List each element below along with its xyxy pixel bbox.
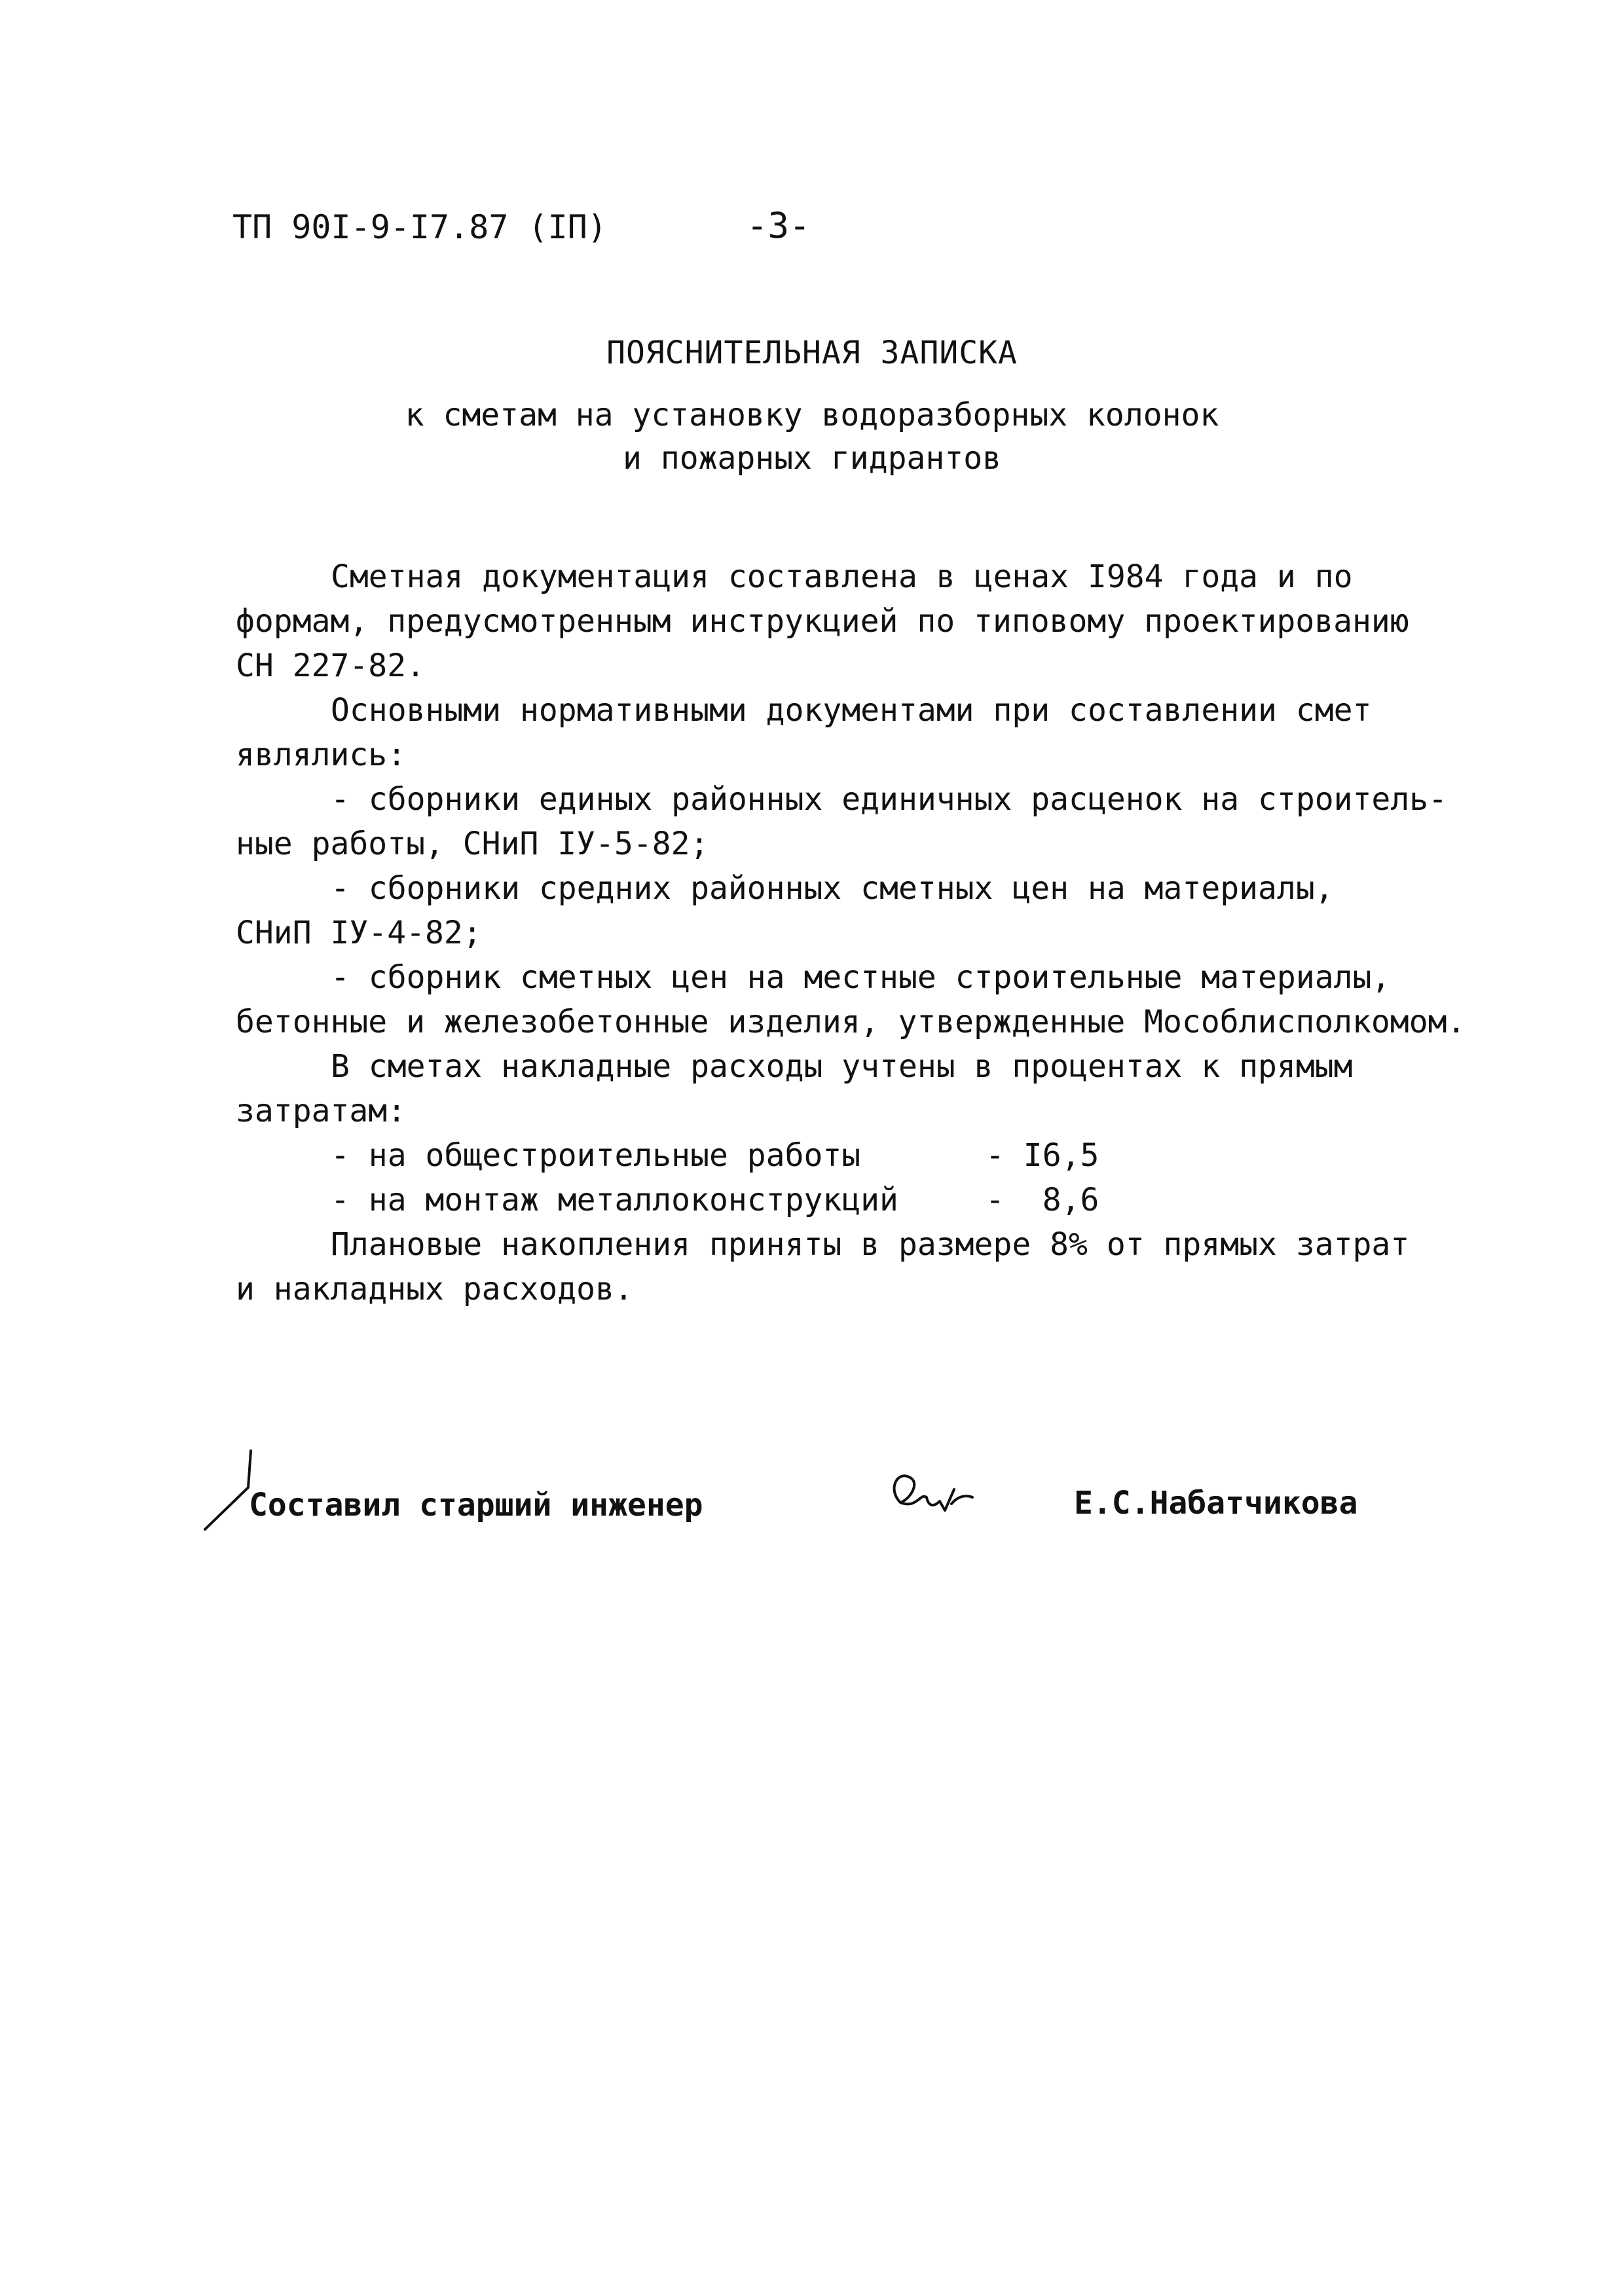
rate-label: - на монтаж металлоконструкций	[331, 1182, 898, 1218]
signature-role: Составил старший инженер	[249, 1487, 703, 1523]
body-line: формам, предусмотренным инструкцией по типовому проектированию	[236, 603, 1409, 640]
body-line: В сметах накладные расходы учтены в процентах к прямым	[331, 1048, 1353, 1085]
body-line: СН 227-82.	[236, 647, 425, 684]
list-item-cont: бетонные и железобетонные изделия, утвержденные Мособлисполкомом.	[236, 1004, 1466, 1040]
page-title: ПОЯСНИТЕЛЬНАЯ ЗАПИСКА	[606, 335, 1018, 371]
subtitle-line-2: и пожарных гидрантов	[623, 440, 1001, 477]
rate-value: - 8,6	[986, 1182, 1099, 1218]
handwritten-signature	[881, 1463, 999, 1529]
subtitle-line-1: к сметам на установку водоразборных колонок	[405, 397, 1219, 433]
list-item-cont: ные работы, СНиП IУ-5-82;	[236, 826, 709, 862]
rate-value: - I6,5	[986, 1137, 1099, 1174]
page-number: -3-	[747, 205, 811, 246]
document-code: ТП 90I-9-I7.87 (IП)	[232, 208, 607, 246]
body-line: Сметная документация составлена в ценах I984 года и по	[331, 558, 1353, 595]
body-line: и накладных расходов.	[236, 1271, 633, 1307]
body-line: Плановые накопления приняты в размере 8% от прямых затрат	[331, 1226, 1410, 1263]
body-line: затратам:	[236, 1093, 407, 1129]
signature-name: Е.С.Набатчикова	[1074, 1485, 1358, 1522]
body-line: являлись:	[236, 737, 407, 773]
list-item: - сборники средних районных сметных цен на материалы,	[331, 870, 1334, 907]
body-line: Основными нормативными документами при составлении смет	[331, 692, 1372, 729]
rate-label: - на общестроительные работы	[331, 1137, 861, 1174]
list-item: - сборник сметных цен на местные строительные материалы,	[331, 959, 1391, 996]
list-item-cont: СНиП IУ-4-82;	[236, 915, 482, 951]
list-item: - сборники единых районных единичных расценок на строитель-	[331, 781, 1448, 818]
